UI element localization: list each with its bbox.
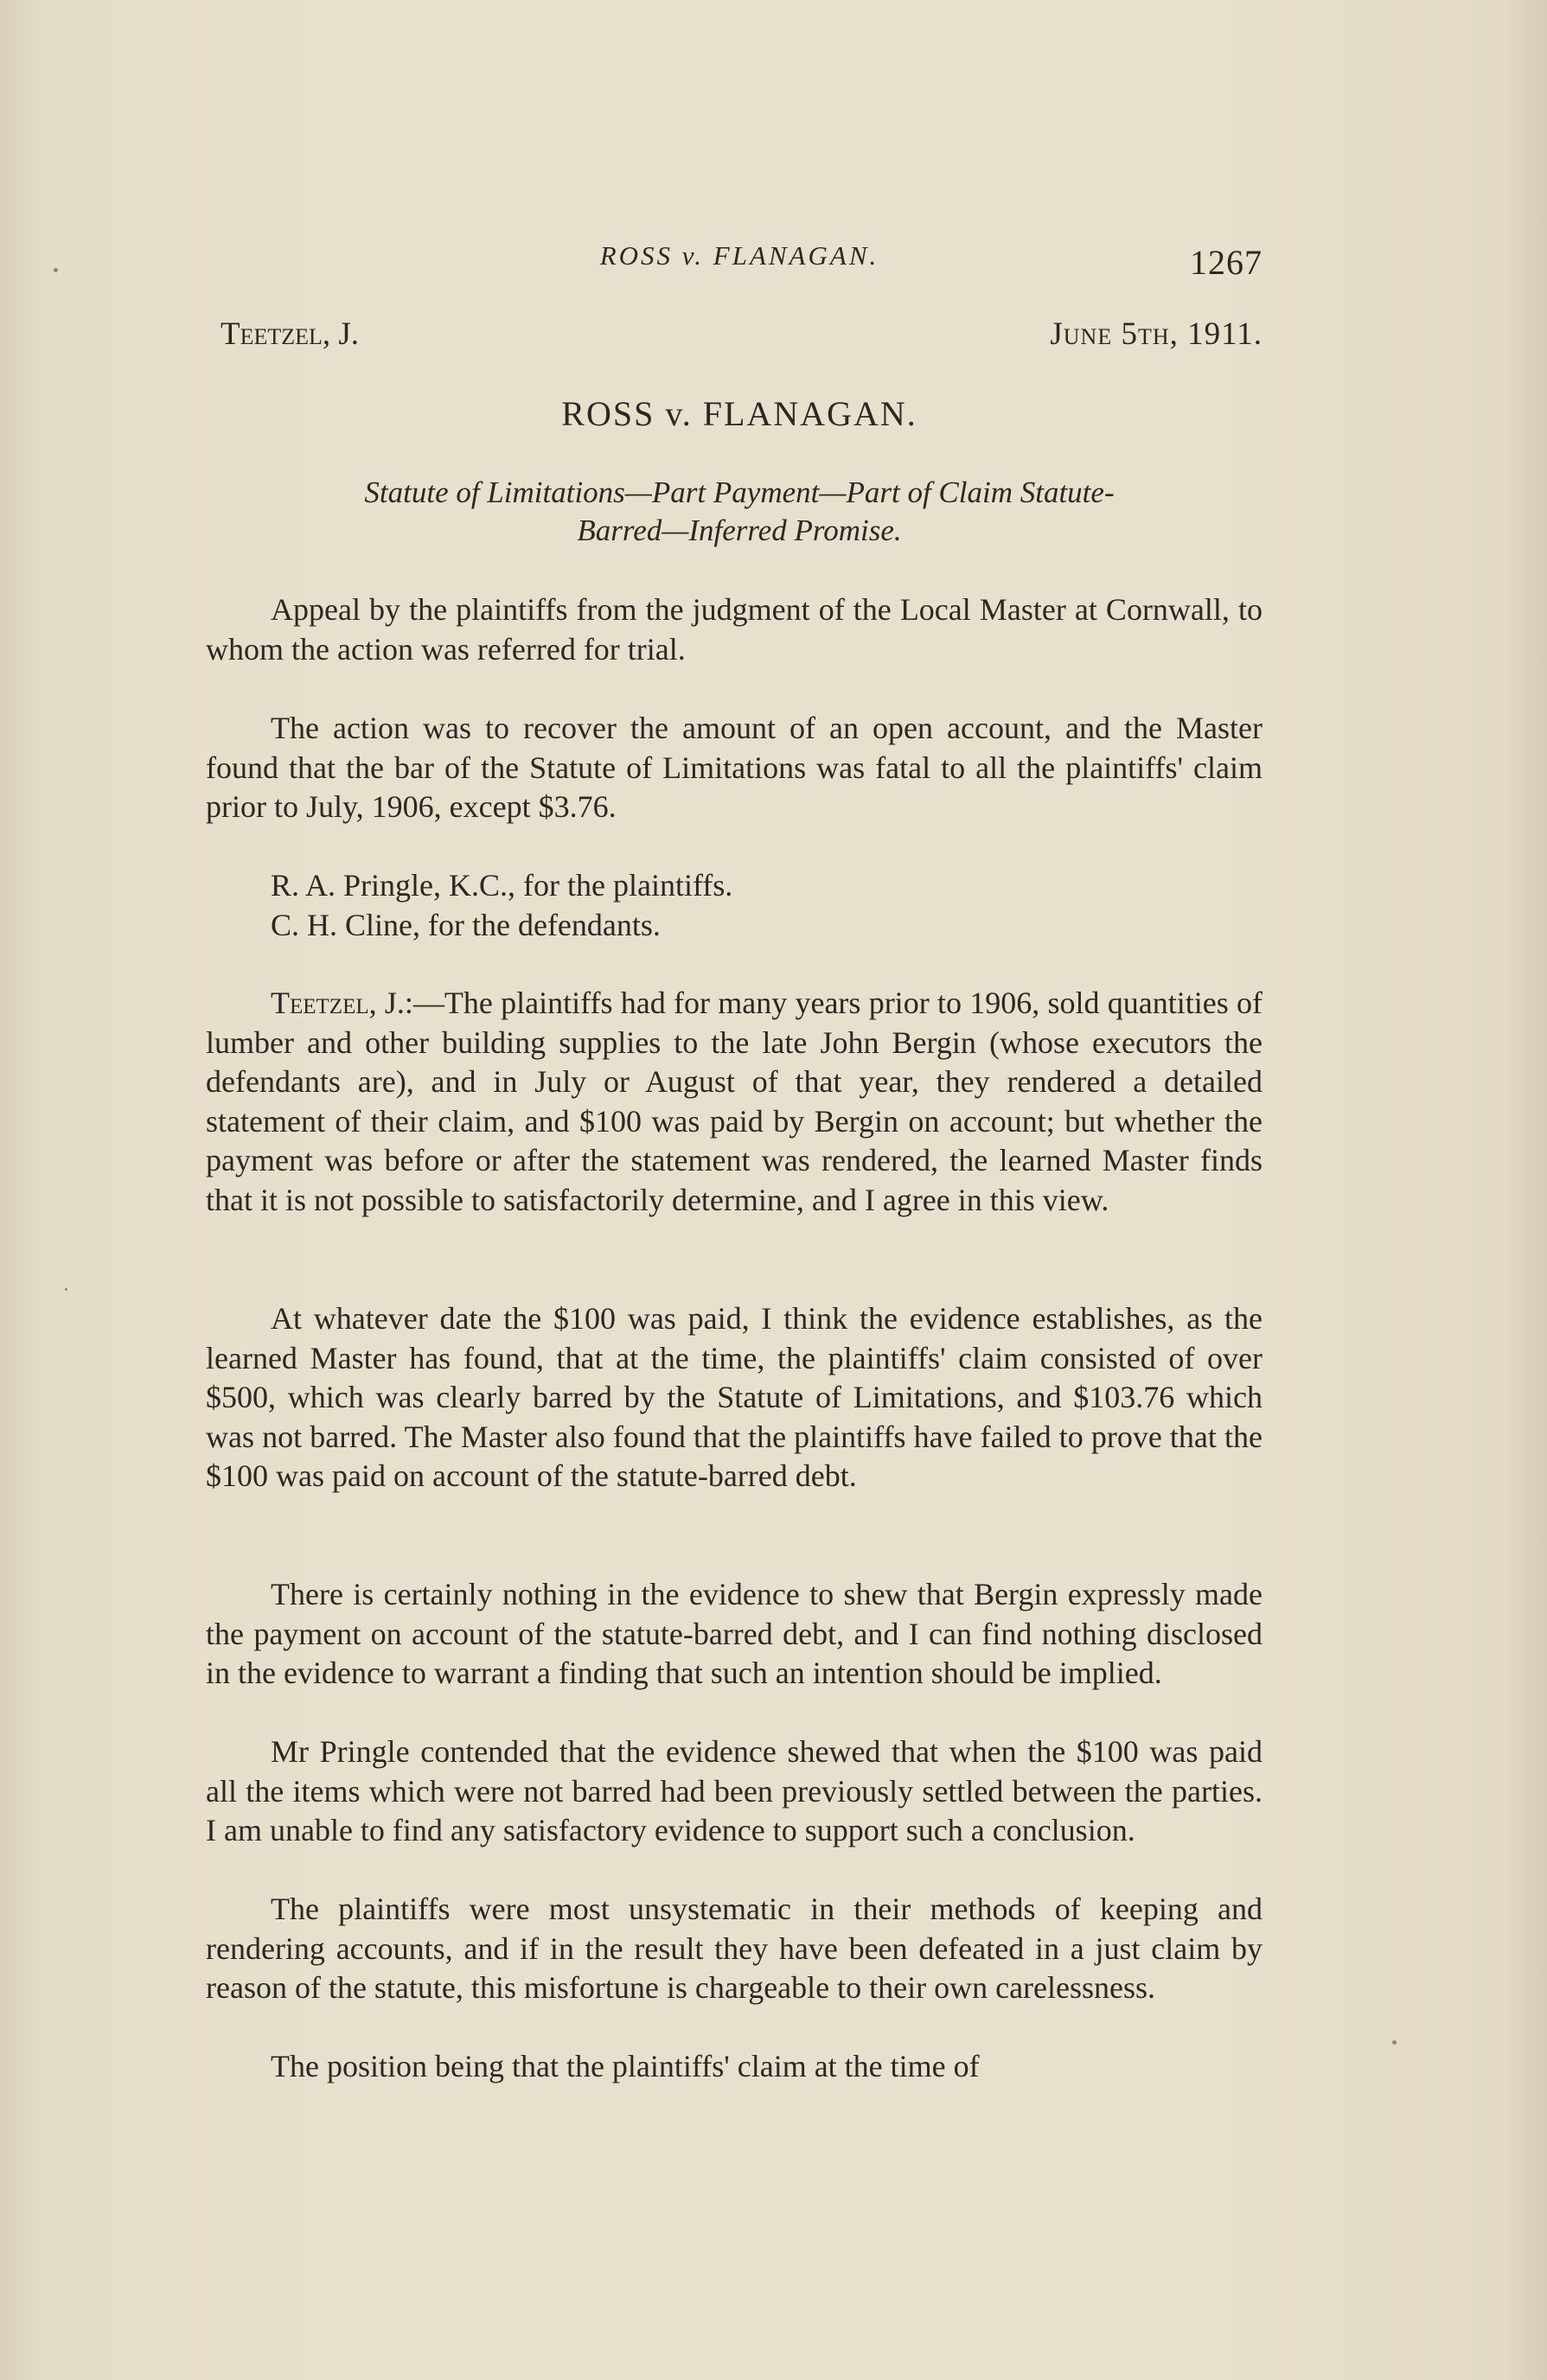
headnote [216,474,1263,550]
paragraph-unsystematic: The plaintiffs were most unsystematic in their methods of keeping and rendering accounts, and if in the result they have been defeated in a just claim by reason of the statute, this misfortune is chargeable to their own carelessness. [206,1892,1263,2005]
judge-name: Teetzel, J. [221,316,360,352]
paper-speck [54,268,58,272]
running-head [216,240,1263,292]
paragraph-position: The position being that the plaintiffs' claim at the time of [271,2049,980,2083]
paragraph-judgment-opening [206,984,1263,1220]
counsel-plaintiffs: R. A. Pringle, K.C., for the plaintiffs. [271,868,733,903]
paragraph-action: The action was to recover the amount of an open account, and the Master found that the bar of the Statute of Limitations was fatal to all the plaintiffs' claim prior to July, 1906, except $3.76. [206,711,1263,824]
judgment-opening-text: :—The plaintiffs had for many years prior to 1906, sold quantities of lumber and other building supplies to the late John Bergin (whose executors the defendants are), and in July or August of that year, they rendered a detailed statement of their claim, and $100 was paid by Bergin on account; but whether the payment was before or after the statement was rendered, the learned Master finds that it is not possible to satisfactorily determine, and I agree in this view. [206,986,1263,1217]
paper-speck [1392,2040,1397,2045]
counsel-defendants: C. H. Cline, for the defendants. [271,908,661,942]
paragraph-at-whatever-date: At whatever date the $100 was paid, I think the evidence establishes, as the learned Master has found, that at the time, the plaintiffs' claim consisted of over $500, which was clearly barred by the Statute of Limitations, and $103.76 which was not barred. The Master also found that the plaintiffs have failed to prove that the $100 was paid on account of the statute-barred debt. [206,1301,1263,1493]
judge-date-line [216,316,1263,359]
headnote-line-1: Statute of Limitations—Part Payment—Part of Claim Statute- [364,475,1115,509]
judgment-date: June 5th, 1911. [1050,316,1263,352]
paper-speck [65,1288,67,1291]
judge-lead-in: Teetzel, J. [271,986,405,1020]
page-number: 1267 [1190,243,1263,282]
paragraph-pringle-contention: Mr Pringle contended that the evidence shewed that when the $100 was paid all the items which were not barred had been previously settled between the parties. I am unable to find any satisfactory evidence to support such a conclusion. [206,1734,1263,1847]
paragraph-nothing-in-evidence: There is certainly nothing in the evidence to shew that Bergin expressly made the payment on account of the statute-barred debt, and I can find nothing disclosed in the evidence to warrant a finding that such an intention should be implied. [206,1577,1263,1690]
running-head-title: ROSS v. FLANAGAN. [599,240,879,271]
paragraph-appeal: Appeal by the plaintiffs from the judgment of the Local Master at Cornwall, to whom the action was referred for trial. [206,592,1263,667]
headnote-line-2: Barred—Inferred Promise. [577,514,902,547]
case-title: ROSS v. FLANAGAN. [561,394,917,433]
